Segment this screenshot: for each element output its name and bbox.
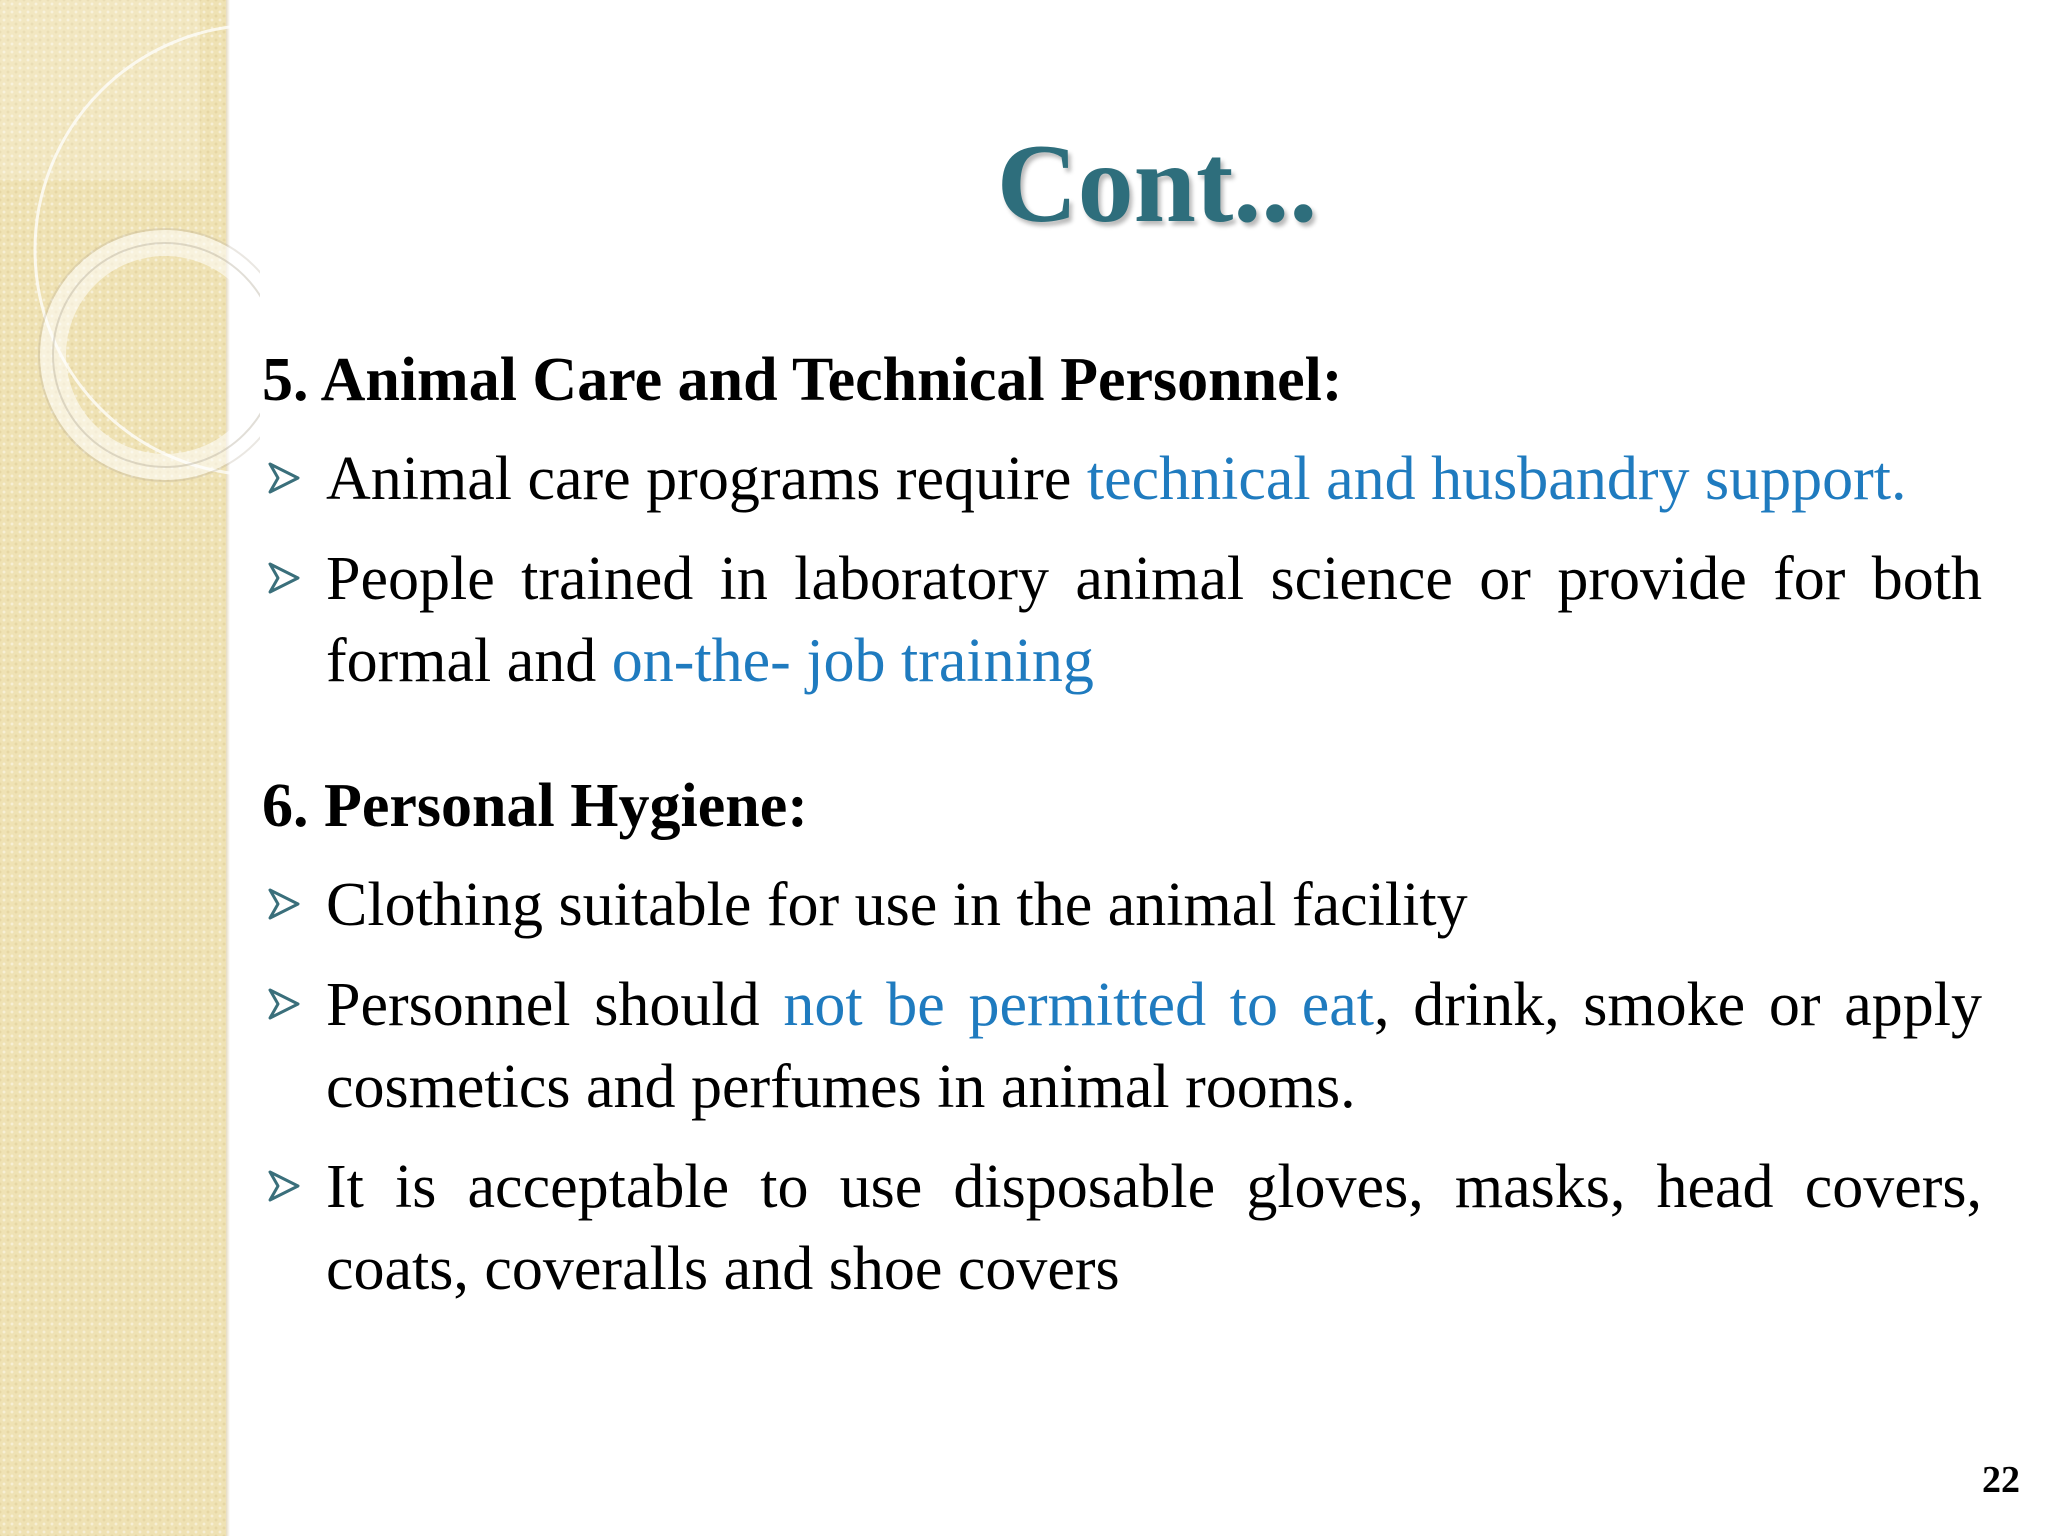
arrow-bullet-icon bbox=[266, 886, 302, 922]
bullet-text: People trained in laboratory animal science or provide for both formal and bbox=[326, 545, 1982, 695]
slide-title: Cont... bbox=[996, 122, 1318, 246]
page-number: 22 bbox=[1982, 1459, 2020, 1501]
arrow-bullet-icon bbox=[266, 1168, 302, 1204]
bullet-item bbox=[262, 864, 1982, 946]
bullet-item bbox=[262, 964, 1982, 1128]
section-heading-animal-care: 5. Animal Care and Technical Personnel: bbox=[262, 346, 1343, 414]
slide-content bbox=[262, 340, 1982, 1310]
bullet-text: Animal care programs require bbox=[326, 445, 1087, 513]
bullet-item bbox=[262, 438, 1982, 520]
section-heading-personal-hygiene: 6. Personal Hygiene: bbox=[262, 772, 808, 840]
highlighted-text: technical and husbandry support. bbox=[1086, 445, 1907, 513]
arrow-bullet-icon bbox=[266, 560, 302, 596]
bullet-text: Clothing suitable for use in the animal facility bbox=[326, 871, 1468, 939]
bullet-text: , drink, smoke or apply cosmetics and perfumes in animal rooms. bbox=[326, 971, 1982, 1121]
bullet-text: It is acceptable to use disposable gloves, masks, head covers, coats, coveralls and shoe covers bbox=[326, 1153, 1982, 1303]
bullet-item bbox=[262, 538, 1982, 702]
highlighted-text: on-the- job training bbox=[611, 627, 1094, 695]
highlighted-text: not be permitted to eat bbox=[783, 971, 1374, 1039]
bullet-text: Personnel should bbox=[326, 971, 784, 1039]
arrow-bullet-icon bbox=[266, 460, 302, 496]
arrow-bullet-icon bbox=[266, 986, 302, 1022]
decorative-rings bbox=[0, 0, 260, 520]
bullet-item bbox=[262, 1146, 1982, 1310]
